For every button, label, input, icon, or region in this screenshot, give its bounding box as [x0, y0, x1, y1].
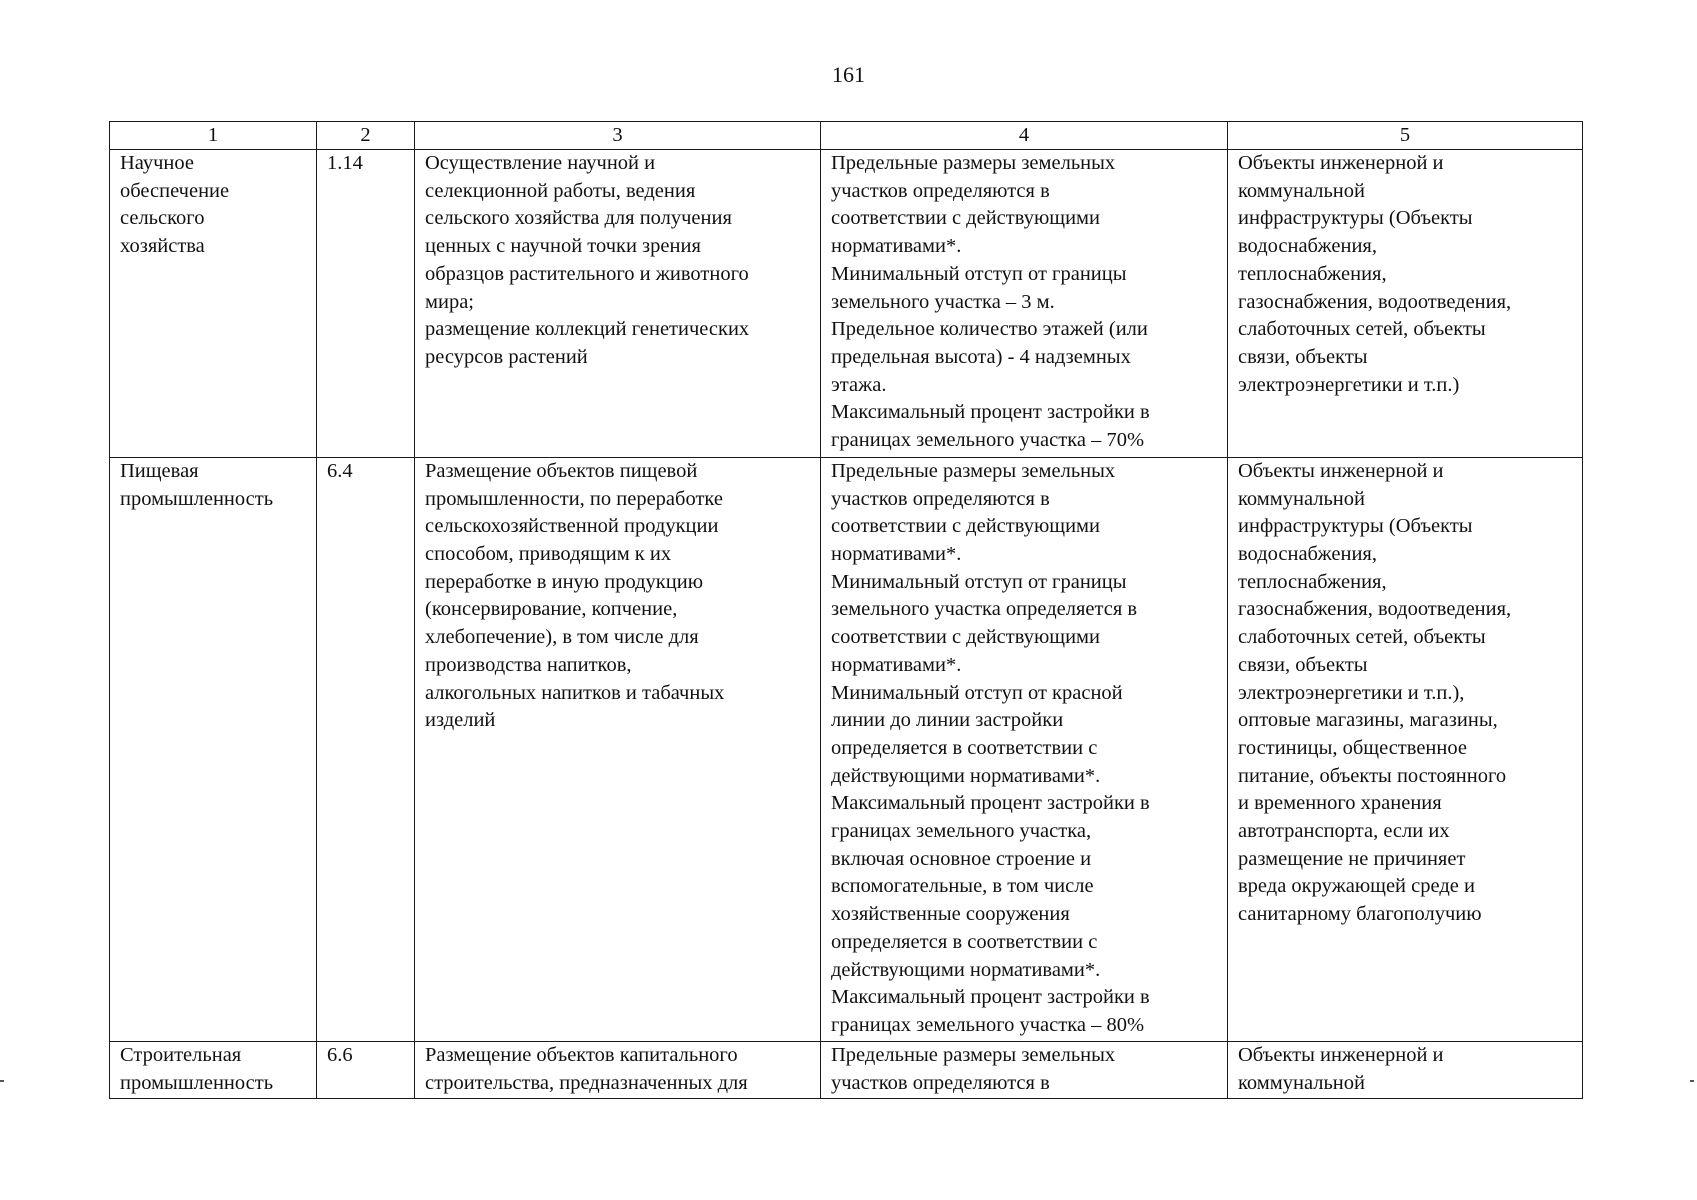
parameters-cell: Предельные размеры земельных участков определяются в соответствии с действующими нормативами*. Минимальный отступ от границы земельного участка определяется в соответствии с действующими нормативами*. Минимальный отступ от красной линии до линии застройки определяется в соответствии с действующими нормативами*. Максимальный процент застройки в границах земельного участка, включая основное строение и вспомогательные, в том числе хозяйственные сооружения определяется в соответствии с действующими нормативами*. Максимальный процент застройки в границах земельного участка – 80%	[821, 457, 1228, 1042]
use-name-cell: Научное обеспечение сельского хозяйства	[110, 150, 317, 458]
auxiliary-objects-cell: Объекты инженерной и коммунальной инфраструктуры (Объекты водоснабжения, теплоснабжения, газоснабжения, водоотведения, слаботочных сетей, объекты связи, объекты электроэнергетики и т.п.)	[1228, 150, 1583, 458]
column-header-1: 1	[110, 122, 317, 150]
column-header-5: 5	[1228, 122, 1583, 150]
table-row	[110, 150, 1583, 458]
use-name-cell: Пищевая промышленность	[110, 457, 317, 1042]
use-description-cell: Размещение объектов капитального строительства, предназначенных для	[415, 1042, 821, 1099]
zoning-table	[109, 121, 1583, 1099]
use-code-cell: 6.6	[317, 1042, 415, 1099]
use-code-cell: 1.14	[317, 150, 415, 458]
column-header-2: 2	[317, 122, 415, 150]
auxiliary-objects-cell: Объекты инженерной и коммунальной	[1228, 1042, 1583, 1099]
column-header-3: 3	[415, 122, 821, 150]
table-row	[110, 457, 1583, 1042]
auxiliary-objects-cell: Объекты инженерной и коммунальной инфраструктуры (Объекты водоснабжения, теплоснабжения, газоснабжения, водоотведения, слаботочных сетей, объекты связи, объекты электроэнергетики и т.п.), оптовые магазины, магазины, гостиницы, общественное питание, объекты постоянного и временного хранения автотранспорта, если их размещение не причиняет вреда окружающей среде и санитарному благополучию	[1228, 457, 1583, 1042]
use-description-cell: Размещение объектов пищевой промышленности, по переработке сельскохозяйственной продукции способом, приводящим к их переработке в иную продукцию (консервирование, копчение, хлебопечение), в том числе для производства напитков, алкогольных напитков и табачных изделий	[415, 457, 821, 1042]
parameters-cell: Предельные размеры земельных участков определяются в	[821, 1042, 1228, 1099]
use-name-cell: Строительная промышленность	[110, 1042, 317, 1099]
parameters-cell: Предельные размеры земельных участков определяются в соответствии с действующими нормативами*. Минимальный отступ от границы земельного участка – 3 м. Предельное количество этажей (или предельная высота) - 4 надземных этажа. Максимальный процент застройки в границах земельного участка – 70%	[821, 150, 1228, 458]
scan-margin-mark	[0, 1080, 4, 1082]
table-header-row	[110, 122, 1583, 150]
page-number: 161	[832, 62, 865, 87]
scan-margin-mark	[1690, 1080, 1694, 1082]
table-row	[110, 1042, 1583, 1099]
use-code-cell: 6.4	[317, 457, 415, 1042]
use-description-cell: Осуществление научной и селекционной работы, ведения сельского хозяйства для получения ценных с научной точки зрения образцов растительного и животного мира; размещение коллекций генетических ресурсов растений	[415, 150, 821, 458]
column-header-4: 4	[821, 122, 1228, 150]
